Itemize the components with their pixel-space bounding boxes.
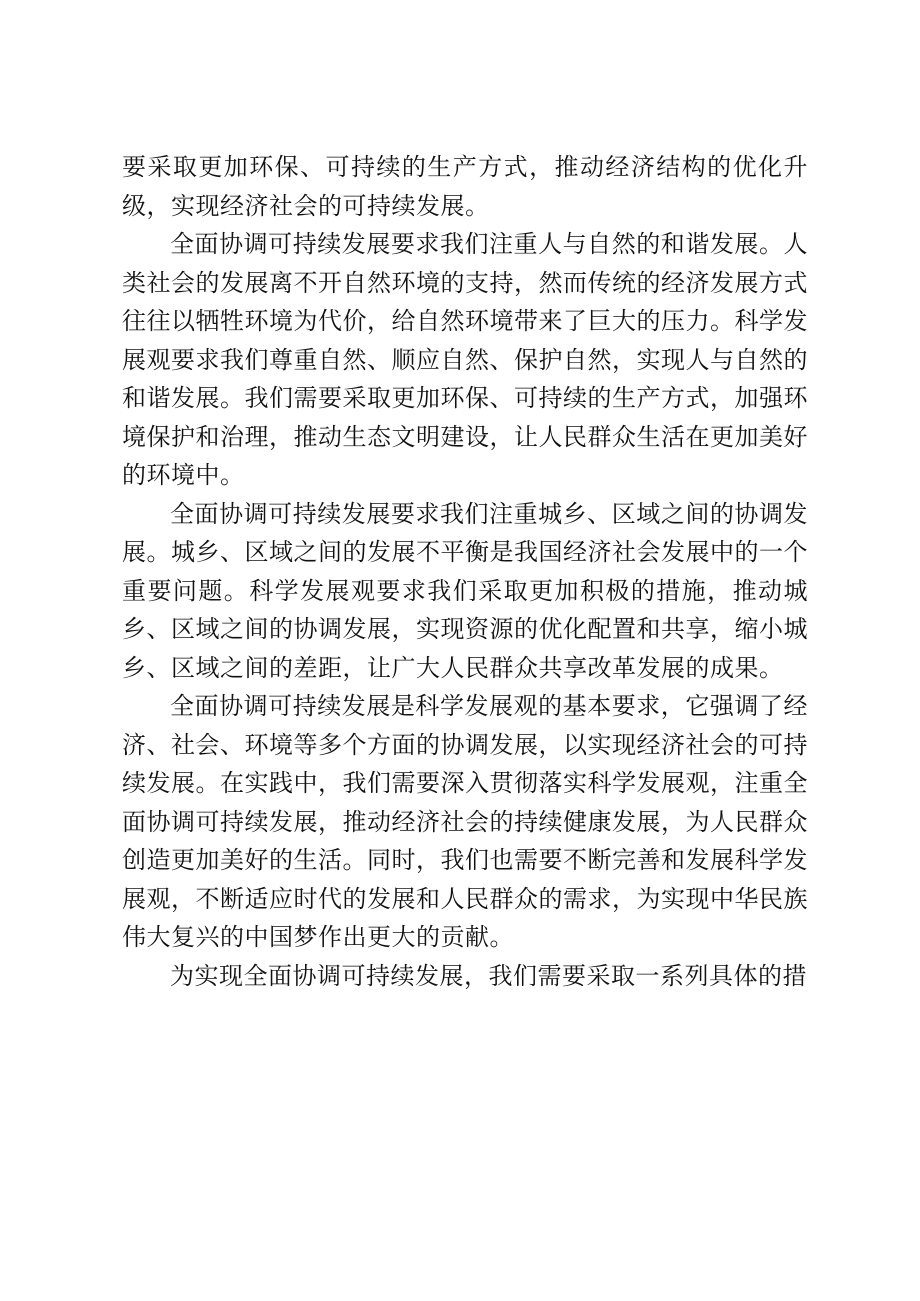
paragraph-basic-requirement: 全面协调可持续发展是科学发展观的基本要求，它强调了经济、社会、环境等多个方面的协调发展，以实现经济社会的可持续发展。在实践中，我们需要深入贯彻落实科学发展观，注重全面协调可持续发展，推动经济社会的持续健康发展，为人民群众创造更加美好的生活。同时，我们也需要不断完善和发展科学发展观，不断适应时代的发展和人民群众的需求，为实现中华民族伟大复兴的中国梦作出更大的贡献。 bbox=[122, 692, 808, 951]
paragraph-harmony-with-nature: 全面协调可持续发展要求我们注重人与自然的和谐发展。人类社会的发展离不开自然环境的支持，然而传统的经济发展方式往往以牺牲环境为代价，给自然环境带来了巨大的压力。科学发展观要求我们尊重自然、顺应自然、保护自然，实现人与自然的和谐发展。我们需要采取更加环保、可持续的生产方式，加强环境保护和治理，推动生态文明建设，让人民群众生活在更加美好的环境中。 bbox=[122, 230, 808, 489]
document-body bbox=[122, 148, 808, 995]
paragraph-measures: 为实现全面协调可持续发展，我们需要采取一系列具体的措 bbox=[170, 961, 807, 990]
paragraph-urban-rural-coordination: 全面协调可持续发展要求我们注重城乡、区域之间的协调发展。城乡、区域之间的发展不平衡是我国经济社会发展中的一个重要问题。科学发展观要求我们采取更加积极的措施，推动城乡、区域之间的协调发展，实现资源的优化配置和共享，缩小城乡、区域之间的差距，让广大人民群众共享改革发展的成果。 bbox=[122, 499, 808, 682]
paragraph-continuation: 要采取更加环保、可持续的生产方式，推动经济结构的优化升级，实现经济社会的可持续发展。 bbox=[122, 153, 808, 220]
